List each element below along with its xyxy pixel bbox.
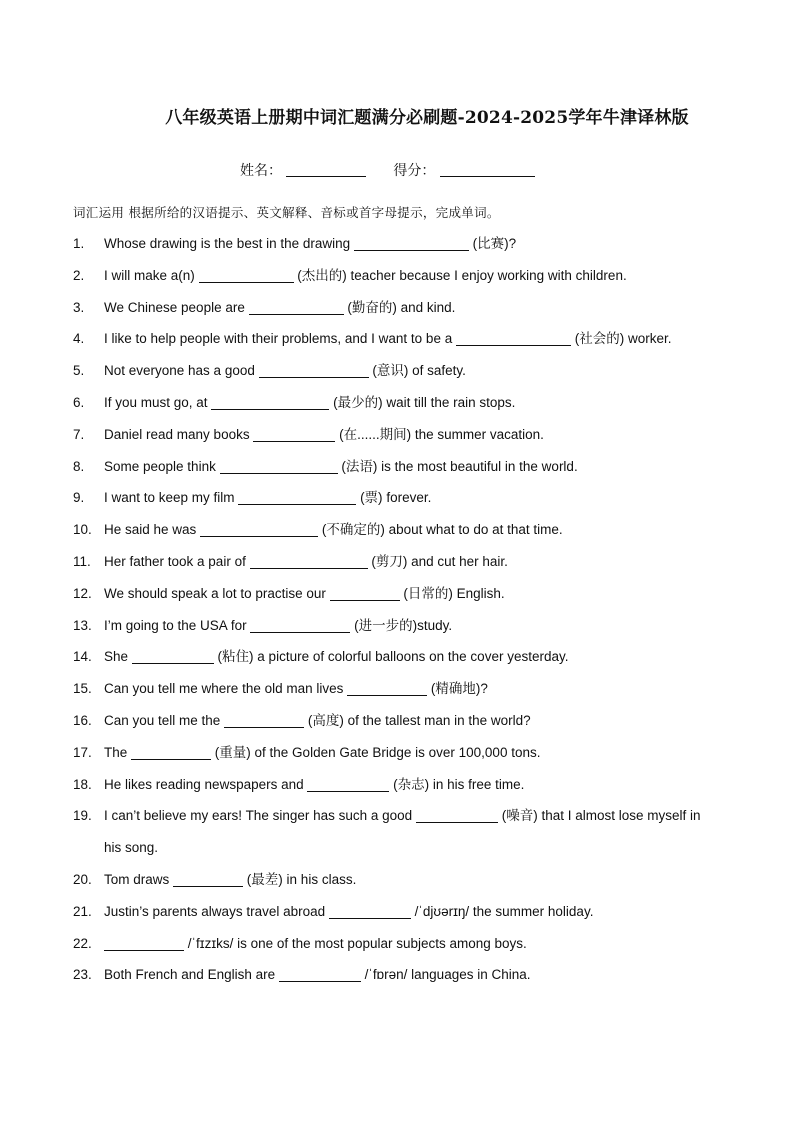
question-text <box>104 260 716 292</box>
question-hint: (法语) <box>341 458 378 474</box>
question-text-after: the summer vacation. <box>411 426 544 442</box>
question-text-before: I want to keep my film <box>104 490 239 506</box>
answer-blank[interactable] <box>238 490 356 505</box>
question-hint: (进一步的) <box>354 617 418 633</box>
question-number: 16. <box>73 712 92 728</box>
question-hint: (意识) <box>372 363 409 379</box>
question-item <box>0 292 794 324</box>
question-hint: (在......期间) <box>339 426 412 442</box>
question-item <box>0 641 794 673</box>
question-text-after: teacher because I enjoy working with children. <box>346 267 627 283</box>
question-item <box>0 769 794 801</box>
question-hint: (重量) <box>214 744 251 760</box>
question-item <box>0 959 794 991</box>
question-text-after: of the Golden Gate Bridge is over 100,000 tons. <box>250 744 541 760</box>
name-field[interactable] <box>286 162 366 177</box>
question-hint: (不确定的) <box>321 522 385 538</box>
question-item <box>0 260 794 292</box>
question-number: 19. <box>73 808 92 824</box>
question-text <box>104 705 716 737</box>
question-text-after: wait till the rain stops. <box>382 394 516 410</box>
question-item <box>0 800 794 864</box>
question-text-before: Justin’s parents always travel abroad <box>104 903 329 919</box>
question-text-after: in his free time. <box>429 776 525 792</box>
question-text-after: about what to do at that time. <box>384 522 563 538</box>
question-hint: (社会的) <box>574 331 625 347</box>
question-item <box>0 355 794 387</box>
question-text <box>104 228 716 260</box>
question-item <box>0 546 794 578</box>
question-text-after: is the most beautiful in the world. <box>377 458 578 474</box>
answer-blank[interactable] <box>330 586 400 601</box>
question-text-before: Not everyone has a good <box>104 363 259 379</box>
question-text <box>104 482 716 514</box>
question-hint: /ˈdjʊərɪŋ/ <box>414 903 470 919</box>
question-number: 18. <box>73 776 92 792</box>
question-number: 4. <box>73 331 85 347</box>
question-text-after: that I almost lose myself in his song. <box>104 808 701 856</box>
question-number: 8. <box>73 458 85 474</box>
question-text-after: forever. <box>382 490 432 506</box>
question-text-before: Whose drawing is the best in the drawing <box>104 236 354 251</box>
question-item <box>0 387 794 419</box>
question-text <box>104 292 716 324</box>
question-text <box>104 928 716 960</box>
question-number: 7. <box>73 426 85 442</box>
answer-blank[interactable] <box>200 522 318 537</box>
question-text-before: If you must go, at <box>104 394 212 410</box>
question-number: 12. <box>73 585 92 601</box>
question-number: 5. <box>73 363 85 379</box>
question-text-after: and kind. <box>396 299 456 315</box>
answer-blank[interactable] <box>416 808 498 823</box>
question-item <box>0 578 794 610</box>
question-text <box>104 896 716 928</box>
question-item <box>0 737 794 769</box>
question-hint: (精确地)? <box>430 681 488 697</box>
question-hint: /ˈfɪzɪks/ <box>187 935 234 951</box>
question-number: 22. <box>73 935 92 951</box>
answer-blank[interactable] <box>249 300 344 315</box>
question-number: 9. <box>73 490 85 506</box>
question-item <box>0 323 794 355</box>
question-text-after: languages in China. <box>407 967 531 983</box>
answer-blank[interactable] <box>211 395 329 410</box>
score-label: 得分： <box>393 163 436 179</box>
answer-blank[interactable] <box>131 745 211 760</box>
answer-blank[interactable] <box>456 331 571 346</box>
answer-blank[interactable] <box>279 967 361 982</box>
question-text <box>104 323 716 355</box>
question-item <box>0 705 794 737</box>
question-item <box>0 928 794 960</box>
page-title: 八年级英语上册期中词汇题满分必刷题-2024-2025学年牛津译林版 <box>165 108 689 128</box>
question-number: 10. <box>73 522 92 538</box>
question-text-after: of the tallest man in the world? <box>343 712 531 728</box>
question-text-before: I will make a(n) <box>104 267 199 283</box>
question-number: 23. <box>73 967 92 983</box>
question-item <box>0 419 794 451</box>
question-text-before: Tom draws <box>104 871 174 887</box>
question-number: 17. <box>73 744 92 760</box>
question-text <box>104 959 716 991</box>
answer-blank[interactable] <box>347 681 427 696</box>
question-text <box>104 514 716 546</box>
question-hint: (票) <box>360 490 383 506</box>
question-hint: (杰出的) <box>297 267 347 283</box>
question-text-before: He likes reading newspapers and <box>104 776 308 792</box>
answer-blank[interactable] <box>199 268 294 283</box>
question-text-after: in his class. <box>282 871 357 887</box>
score-field[interactable] <box>440 162 535 177</box>
question-text <box>104 769 716 801</box>
question-hint: (噪音) <box>501 808 538 824</box>
question-text <box>104 419 716 451</box>
question-text <box>104 864 716 896</box>
question-text-before: I’m going to the USA for <box>104 617 251 633</box>
question-text-before: He said he was <box>104 522 201 538</box>
question-hint: (最少的) <box>333 394 383 410</box>
question-hint: (杂志) <box>393 776 430 792</box>
question-text-after: the summer holiday. <box>469 903 594 919</box>
question-text-before: Can you tell me the <box>104 712 225 728</box>
question-number: 1. <box>73 236 85 251</box>
question-text-before: We Chinese people are <box>104 299 249 315</box>
answer-blank[interactable] <box>250 554 368 569</box>
question-text-after: English. <box>452 585 505 601</box>
question-text-before: She <box>104 649 132 665</box>
answer-blank[interactable] <box>307 777 389 792</box>
answer-blank[interactable] <box>354 236 469 251</box>
question-item <box>0 451 794 483</box>
question-text-before: The <box>104 744 132 760</box>
question-text <box>104 387 716 419</box>
question-text <box>104 800 716 864</box>
question-item <box>0 864 794 896</box>
question-text-after: of safety. <box>408 363 466 379</box>
question-text-after: a picture of colorful balloons on the cover yesterday. <box>253 649 569 665</box>
question-hint: (剪刀) <box>371 553 408 569</box>
question-text-before: We should speak a lot to practise our <box>104 585 330 601</box>
question-hint: (最差) <box>246 871 283 887</box>
question-text-after: worker. <box>624 331 672 347</box>
question-number: 2. <box>73 267 85 283</box>
answer-blank[interactable] <box>104 936 184 951</box>
question-number: 13. <box>73 617 92 633</box>
answer-blank[interactable] <box>132 649 214 664</box>
answer-blank[interactable] <box>259 363 369 378</box>
question-hint: (日常的) <box>403 585 453 601</box>
question-hint: (比赛)? <box>472 236 517 251</box>
question-text-before: I like to help people with their problems, and I want to be a <box>104 331 456 347</box>
question-hint: (勤奋的) <box>347 299 397 315</box>
question-item <box>0 896 794 928</box>
name-label: 姓名： <box>240 163 282 179</box>
question-text <box>104 578 716 610</box>
question-number: 6. <box>73 394 85 410</box>
instruction: 词汇运用 根据所给的汉语提示、英文解释、音标或首字母提示，完成单词。 <box>73 205 500 220</box>
question-number: 3. <box>73 299 85 315</box>
question-text-after: study. <box>417 617 453 633</box>
question-item <box>0 482 794 514</box>
question-item <box>0 673 794 705</box>
question-number: 11. <box>73 553 91 569</box>
question-text <box>104 737 716 769</box>
question-number: 20. <box>73 871 92 887</box>
answer-blank[interactable] <box>250 618 350 633</box>
question-text <box>104 355 716 387</box>
question-number: 21. <box>73 903 92 919</box>
question-text <box>104 673 716 705</box>
question-text-before: Some people think <box>104 458 220 474</box>
answer-blank[interactable] <box>224 713 304 728</box>
question-text <box>104 451 716 483</box>
question-item <box>0 610 794 642</box>
question-list <box>0 228 794 991</box>
answer-blank[interactable] <box>220 459 338 474</box>
question-hint: (粘住) <box>217 649 254 665</box>
question-text-before: Her father took a pair of <box>104 553 250 569</box>
question-number: 14. <box>73 649 92 665</box>
question-hint: /ˈfɒrən/ <box>364 967 408 983</box>
name-score-bar <box>240 160 535 180</box>
question-number: 15. <box>73 681 92 697</box>
answer-blank[interactable] <box>173 872 243 887</box>
question-item <box>0 228 794 260</box>
question-hint: (高度) <box>307 712 344 728</box>
question-text-after: is one of the most popular subjects among boys. <box>233 935 527 951</box>
question-text-before: Both French and English are <box>104 967 279 983</box>
question-text <box>104 610 716 642</box>
question-item <box>0 514 794 546</box>
answer-blank[interactable] <box>329 904 411 919</box>
answer-blank[interactable] <box>253 427 335 442</box>
question-text-before: Daniel read many books <box>104 426 254 442</box>
question-text-before: Can you tell me where the old man lives <box>104 681 348 697</box>
question-text <box>104 546 716 578</box>
question-text <box>104 641 716 673</box>
question-text-before: I can’t believe my ears! The singer has such a good <box>104 808 416 824</box>
question-text-after: and cut her hair. <box>407 553 508 569</box>
